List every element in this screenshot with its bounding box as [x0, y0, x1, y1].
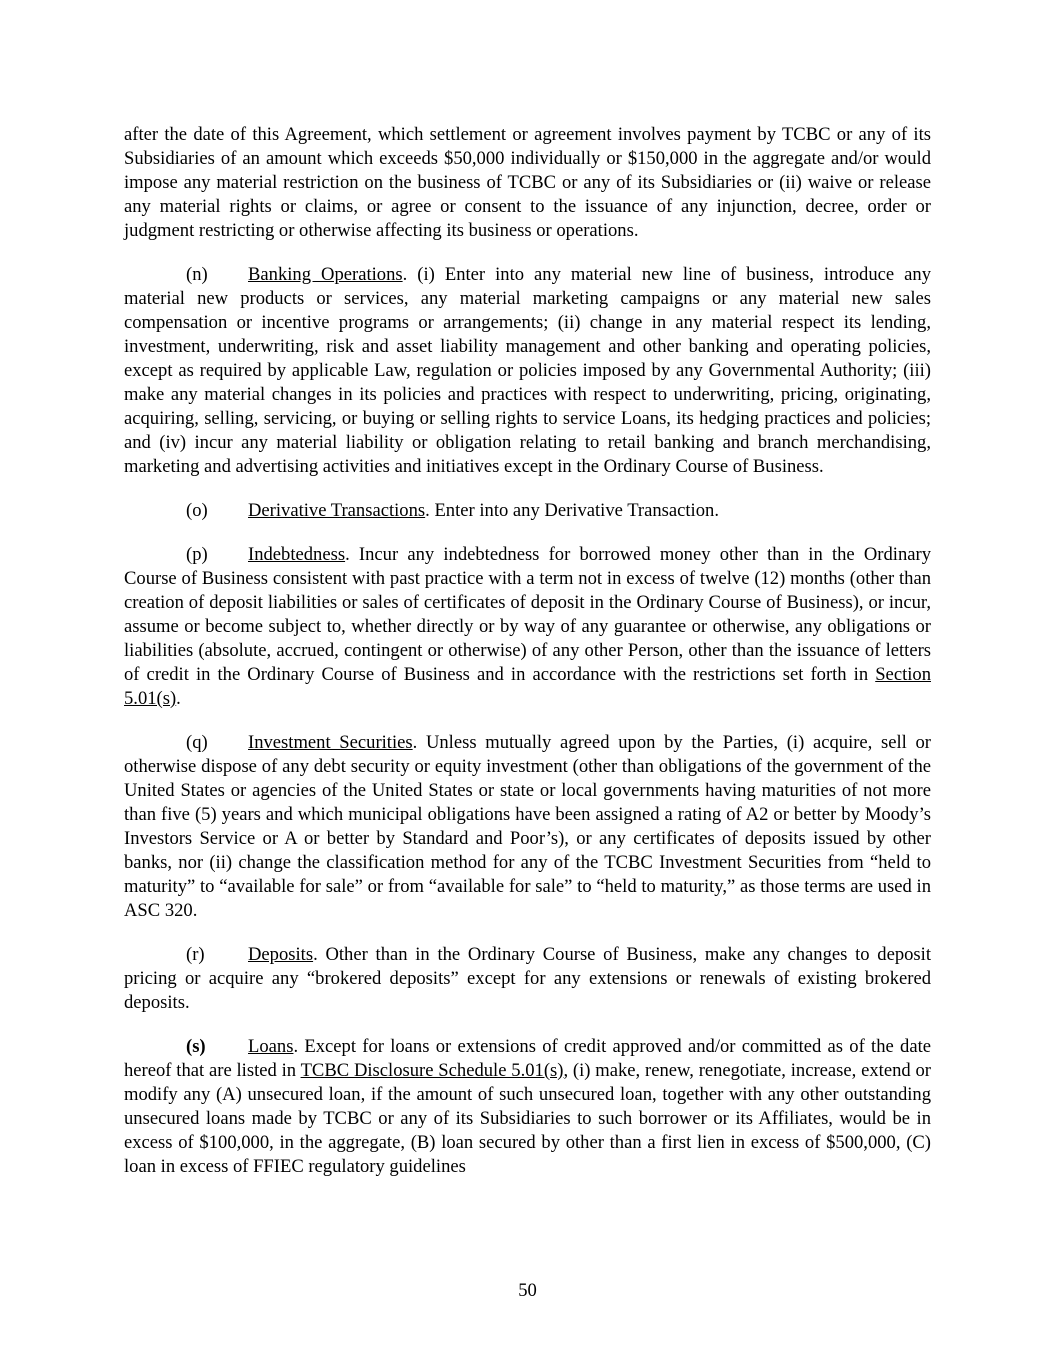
section-heading: Loans: [248, 1036, 294, 1057]
paragraph-continuation: [124, 123, 931, 243]
section-p: [124, 543, 931, 711]
section-label: (q): [186, 732, 208, 753]
section-heading: Indebtedness: [248, 544, 346, 565]
section-heading: Derivative Transactions: [248, 500, 426, 521]
cross-reference-disclosure-schedule: TCBC Disclosure Schedule 5.01(s): [300, 1060, 564, 1081]
section-heading: Deposits: [248, 944, 314, 965]
section-label: (r): [186, 944, 205, 965]
section-label: (n): [186, 264, 208, 285]
cross-reference-section-5-01-s: Section 5.01(s): [124, 664, 931, 709]
section-o: [124, 499, 931, 523]
section-body: . (i) Enter into any material new line of business, introduce any material new products or services, any material marketing campaigns or any material new sales compensation or incentive programs or arrangements; (ii) change in any material respect its lending, investment, underwriting, risk and asset liability management and other banking and operating policies, except as required by applicable Law, regulation or policies imposed by any Governmental Authority; (iii) make any material changes in its policies and practices with respect to underwriting, pricing, originating, acquiring, selling, servicing, or buying or selling rights to service Loans, its hedging practices and policies; and (iv) incur any material liability or obligation relating to retail banking and branch merchandising, marketing and advertising activities and initiatives except in the Ordinary Course of Business.: [124, 264, 931, 477]
section-tail: .: [176, 688, 181, 709]
document-page: [124, 123, 931, 1199]
section-r: [124, 943, 931, 1015]
section-label: (p): [186, 544, 208, 565]
section-body: . Unless mutually agreed upon by the Parties, (i) acquire, sell or otherwise dispose of any debt security or equity investment (other than obligations of the government of the United States or agencies of the United States or state or local governments having maturities of not more than five (5) years and which municipal obligations have been assigned a rating of A2 or better by Moody’s Investors Service or A or better by Standard and Poor’s), or any certificates of deposits issued by other banks, nor (ii) change the classification method for any of the TCBC Investment Securities from “held to maturity” to “available for sale” or from “available for sale” to “held to maturity,” as those terms are used in ASC 320.: [124, 732, 931, 921]
section-tail: , (i) make, renew, renegotiate, increase, extend or modify any (A) unsecured loan, if the amount of such unsecured loan, together with any other outstanding unsecured loans made by TCBC or any of its Subsidiaries to such borrower or its Affiliates, would be in excess of $100,000, in the aggregate, (B) loan secured by other than a first lien in excess of $500,000, (C) loan in excess of FFIEC regulatory guidelines: [124, 1060, 931, 1177]
section-n: [124, 263, 931, 479]
section-body: . Incur any indebtedness for borrowed money other than in the Ordinary Course of Business consistent with past practice with a term not in excess of twelve (12) months (other than creation of deposit liabilities or sales of certificates of deposit in the Ordinary Course of Business), or incur, assume or become subject to, whether directly or by way of any guarantee or otherwise, any obligations or liabilities (absolute, accrued, contingent or otherwise) of any other Person, other than the issuance of letters of credit in the Ordinary Course of Business and in accordance with the restrictions set forth in: [124, 544, 931, 685]
section-heading: Investment Securities: [248, 732, 413, 753]
section-q: [124, 731, 931, 923]
section-label: (s): [186, 1036, 206, 1057]
section-body: . Enter into any Derivative Transaction.: [425, 500, 719, 521]
section-body: . Except for loans or extensions of credit approved and/or committed as of the date hereof that are listed in: [124, 1036, 931, 1081]
section-s: [124, 1035, 931, 1179]
section-body: . Other than in the Ordinary Course of Business, make any changes to deposit pricing or acquire any “brokered deposits” except for any extensions or renewals of existing brokered deposits.: [124, 944, 931, 1013]
section-label: (o): [186, 500, 208, 521]
page-number: 50: [518, 1280, 537, 1301]
paragraph-text: after the date of this Agreement, which settlement or agreement involves payment by TCBC or any of its Subsidiaries of an amount which exceeds $50,000 individually or $150,000 in the aggregate and/or would impose any material restriction on the business of TCBC or any of its Subsidiaries or (ii) waive or release any material rights or claims, or agree or consent to the issuance of any injunction, decree, order or judgment restricting or otherwise affecting its business or operations.: [124, 124, 931, 241]
section-heading: Banking Operations: [248, 264, 403, 285]
